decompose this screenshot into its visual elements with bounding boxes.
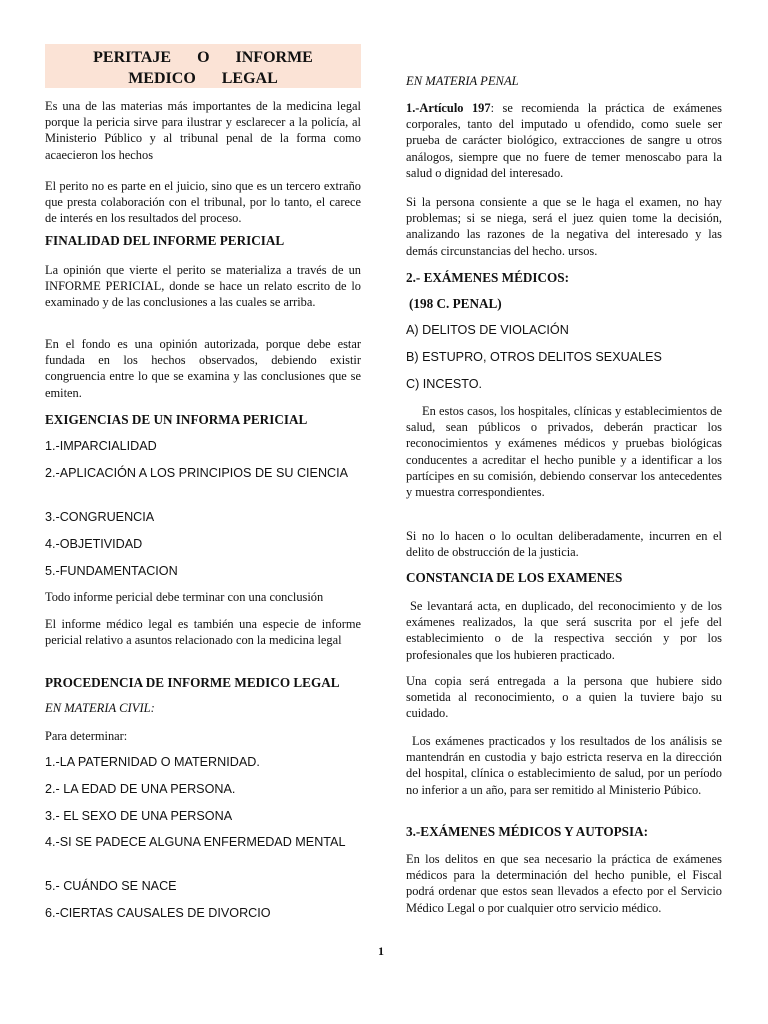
- civil-item: 1.-LA PATERNIDAD O MATERNIDAD.: [45, 755, 260, 769]
- civil-item: 6.-CIERTAS CAUSALES DE DIVORCIO: [45, 906, 271, 920]
- exigencia-item: 1.-IMPARCIALIDAD: [45, 439, 157, 453]
- articulo-197-label: 1.-Artículo 197: [406, 101, 491, 115]
- casos-paragraph: En estos casos, los hospitales, clínicas y establecimientos de salud, sean públicos o privados, deberán practicar los reconocimientos y exámenes médicos y pruebas biológicas conducentes a acreditar el hecho punible y a identificar a los partícipes en su comisión, debiendo conservar los antecedentes y muestra correspondientes.: [406, 404, 722, 500]
- autopsia-paragraph: En los delitos en que sea necesario la práctica de exámenes médicos para la determinación del hecho punible, el Fiscal podrá ordenar que estos sean llevados a efecto por el Servicio Médico Legal o por cualquier otro servicio médico.: [406, 852, 722, 915]
- exigencia-item: 3.-CONGRUENCIA: [45, 510, 155, 524]
- exigencias-heading: EXIGENCIAS DE UN INFORMA PERICIAL: [45, 412, 308, 427]
- exigencia-item: 4.-OBJETIVIDAD: [45, 537, 143, 551]
- para-determinar: Para determinar:: [45, 729, 128, 743]
- penal-reference: (198 C. PENAL): [409, 296, 502, 311]
- consiente-paragraph: Si la persona consiente a que se le haga el examen, no hay problemas; si se niega, será el juez quien tome la decisión, analizando las razones de la negativa del interesado y las demás circunstancias del hecho. ursos.: [406, 195, 722, 258]
- custodia-paragraph: Los exámenes practicados y los resultados de los análisis se mantendrán en custodia y bajo estricta reserva en la dirección del hospital, clínica o establecimiento de salud, por un período no inferior a un año, para ser remitido al Ministerio Púbico.: [406, 734, 722, 797]
- finalidad-heading: FINALIDAD DEL INFORME PERICIAL: [45, 233, 285, 248]
- exigencia-item: 2.-APLICACIÓN A LOS PRINCIPIOS DE SU CIENCIA: [45, 466, 349, 480]
- intro-paragraph-2: El perito no es parte en el juicio, sino que es un tercero extraño que presta colaboración con el tribunal, por lo tanto, el carece de interés en los resultados del proceso.: [45, 179, 361, 226]
- articulo-197-text: : se recomienda la práctica de exámenes corporales, tanto del imputado u ofendido, como suele ser prueba de carácter biológico, extracciones de sangre u otros análogos, siempre que no fuere de temer menoscabo para la salud o dignidad del interesado.: [406, 101, 722, 180]
- delito-item: C) INCESTO.: [406, 377, 483, 391]
- delito-item: A) DELITOS DE VIOLACIÓN: [406, 323, 569, 337]
- copia-paragraph: Una copia será entregada a la persona que hubiere sido sometida al reconocimiento, o a quien la tuviere bajo su cuidado.: [406, 674, 722, 721]
- autopsia-heading: 3.-EXÁMENES MÉDICOS Y AUTOPSIA:: [406, 824, 649, 839]
- civil-heading: EN MATERIA CIVIL:: [45, 701, 155, 715]
- page-number: 1: [378, 944, 384, 958]
- civil-item: 2.- LA EDAD DE UNA PERSONA.: [45, 782, 236, 796]
- obstruccion-paragraph: Si no lo hacen o lo ocultan deliberadamente, incurren en el delito de obstrucción de la justicia.: [406, 529, 722, 560]
- civil-item: 5.- CUÁNDO SE NACE: [45, 879, 177, 893]
- articulo-197-paragraph: [406, 100, 722, 181]
- procedencia-heading: PROCEDENCIA DE INFORME MEDICO LEGAL: [45, 675, 340, 690]
- delito-item: B) ESTUPRO, OTROS DELITOS SEXUALES: [406, 350, 662, 364]
- intro-paragraph-1: Es una de las materias más importantes de la medicina legal porque la pericia sirve para ilustrar y esclarecer a la policía, al Ministerio Público y al tribunal penal de la forma como acaecieron los hechos: [45, 99, 361, 162]
- civil-item: 4.-SI SE PADECE ALGUNA ENFERMEDAD MENTAL: [45, 835, 346, 849]
- constancia-heading: CONSTANCIA DE LOS EXAMENES: [406, 570, 623, 585]
- finalidad-paragraph-1: La opinión que vierte el perito se materializa a través de un INFORME PERICIAL, donde se hace un relato escrito de lo examinado y de las conclusiones a las cuales se arriba.: [45, 263, 361, 310]
- civil-item: 3.- EL SEXO DE UNA PERSONA: [45, 809, 233, 823]
- title-line-1: PERITAJE O INFORME: [93, 49, 313, 66]
- penal-heading: EN MATERIA PENAL: [406, 74, 519, 88]
- conclusion-text: Todo informe pericial debe terminar con una conclusión: [45, 590, 324, 604]
- page-title: [45, 44, 361, 88]
- examenes-heading: 2.- EXÁMENES MÉDICOS:: [406, 270, 570, 285]
- acta-paragraph: Se levantará acta, en duplicado, del reconocimiento y de los exámenes realizados, la que será suscrita por el jefe del establecimiento o de la respectiva sección y por los profesionales que los hubieren practicado.: [406, 599, 722, 662]
- title-line-2: MEDICO LEGAL: [128, 70, 278, 87]
- especie-paragraph: El informe médico legal es también una especie de informe pericial relativo a asuntos relacionado con la medicina legal: [45, 617, 361, 648]
- exigencia-item: 5.-FUNDAMENTACION: [45, 564, 178, 578]
- finalidad-paragraph-2: En el fondo es una opinión autorizada, porque debe estar fundada en los hechos observados, debiendo existir congruencia entre lo que se examina y las conclusiones que se emiten.: [45, 337, 361, 400]
